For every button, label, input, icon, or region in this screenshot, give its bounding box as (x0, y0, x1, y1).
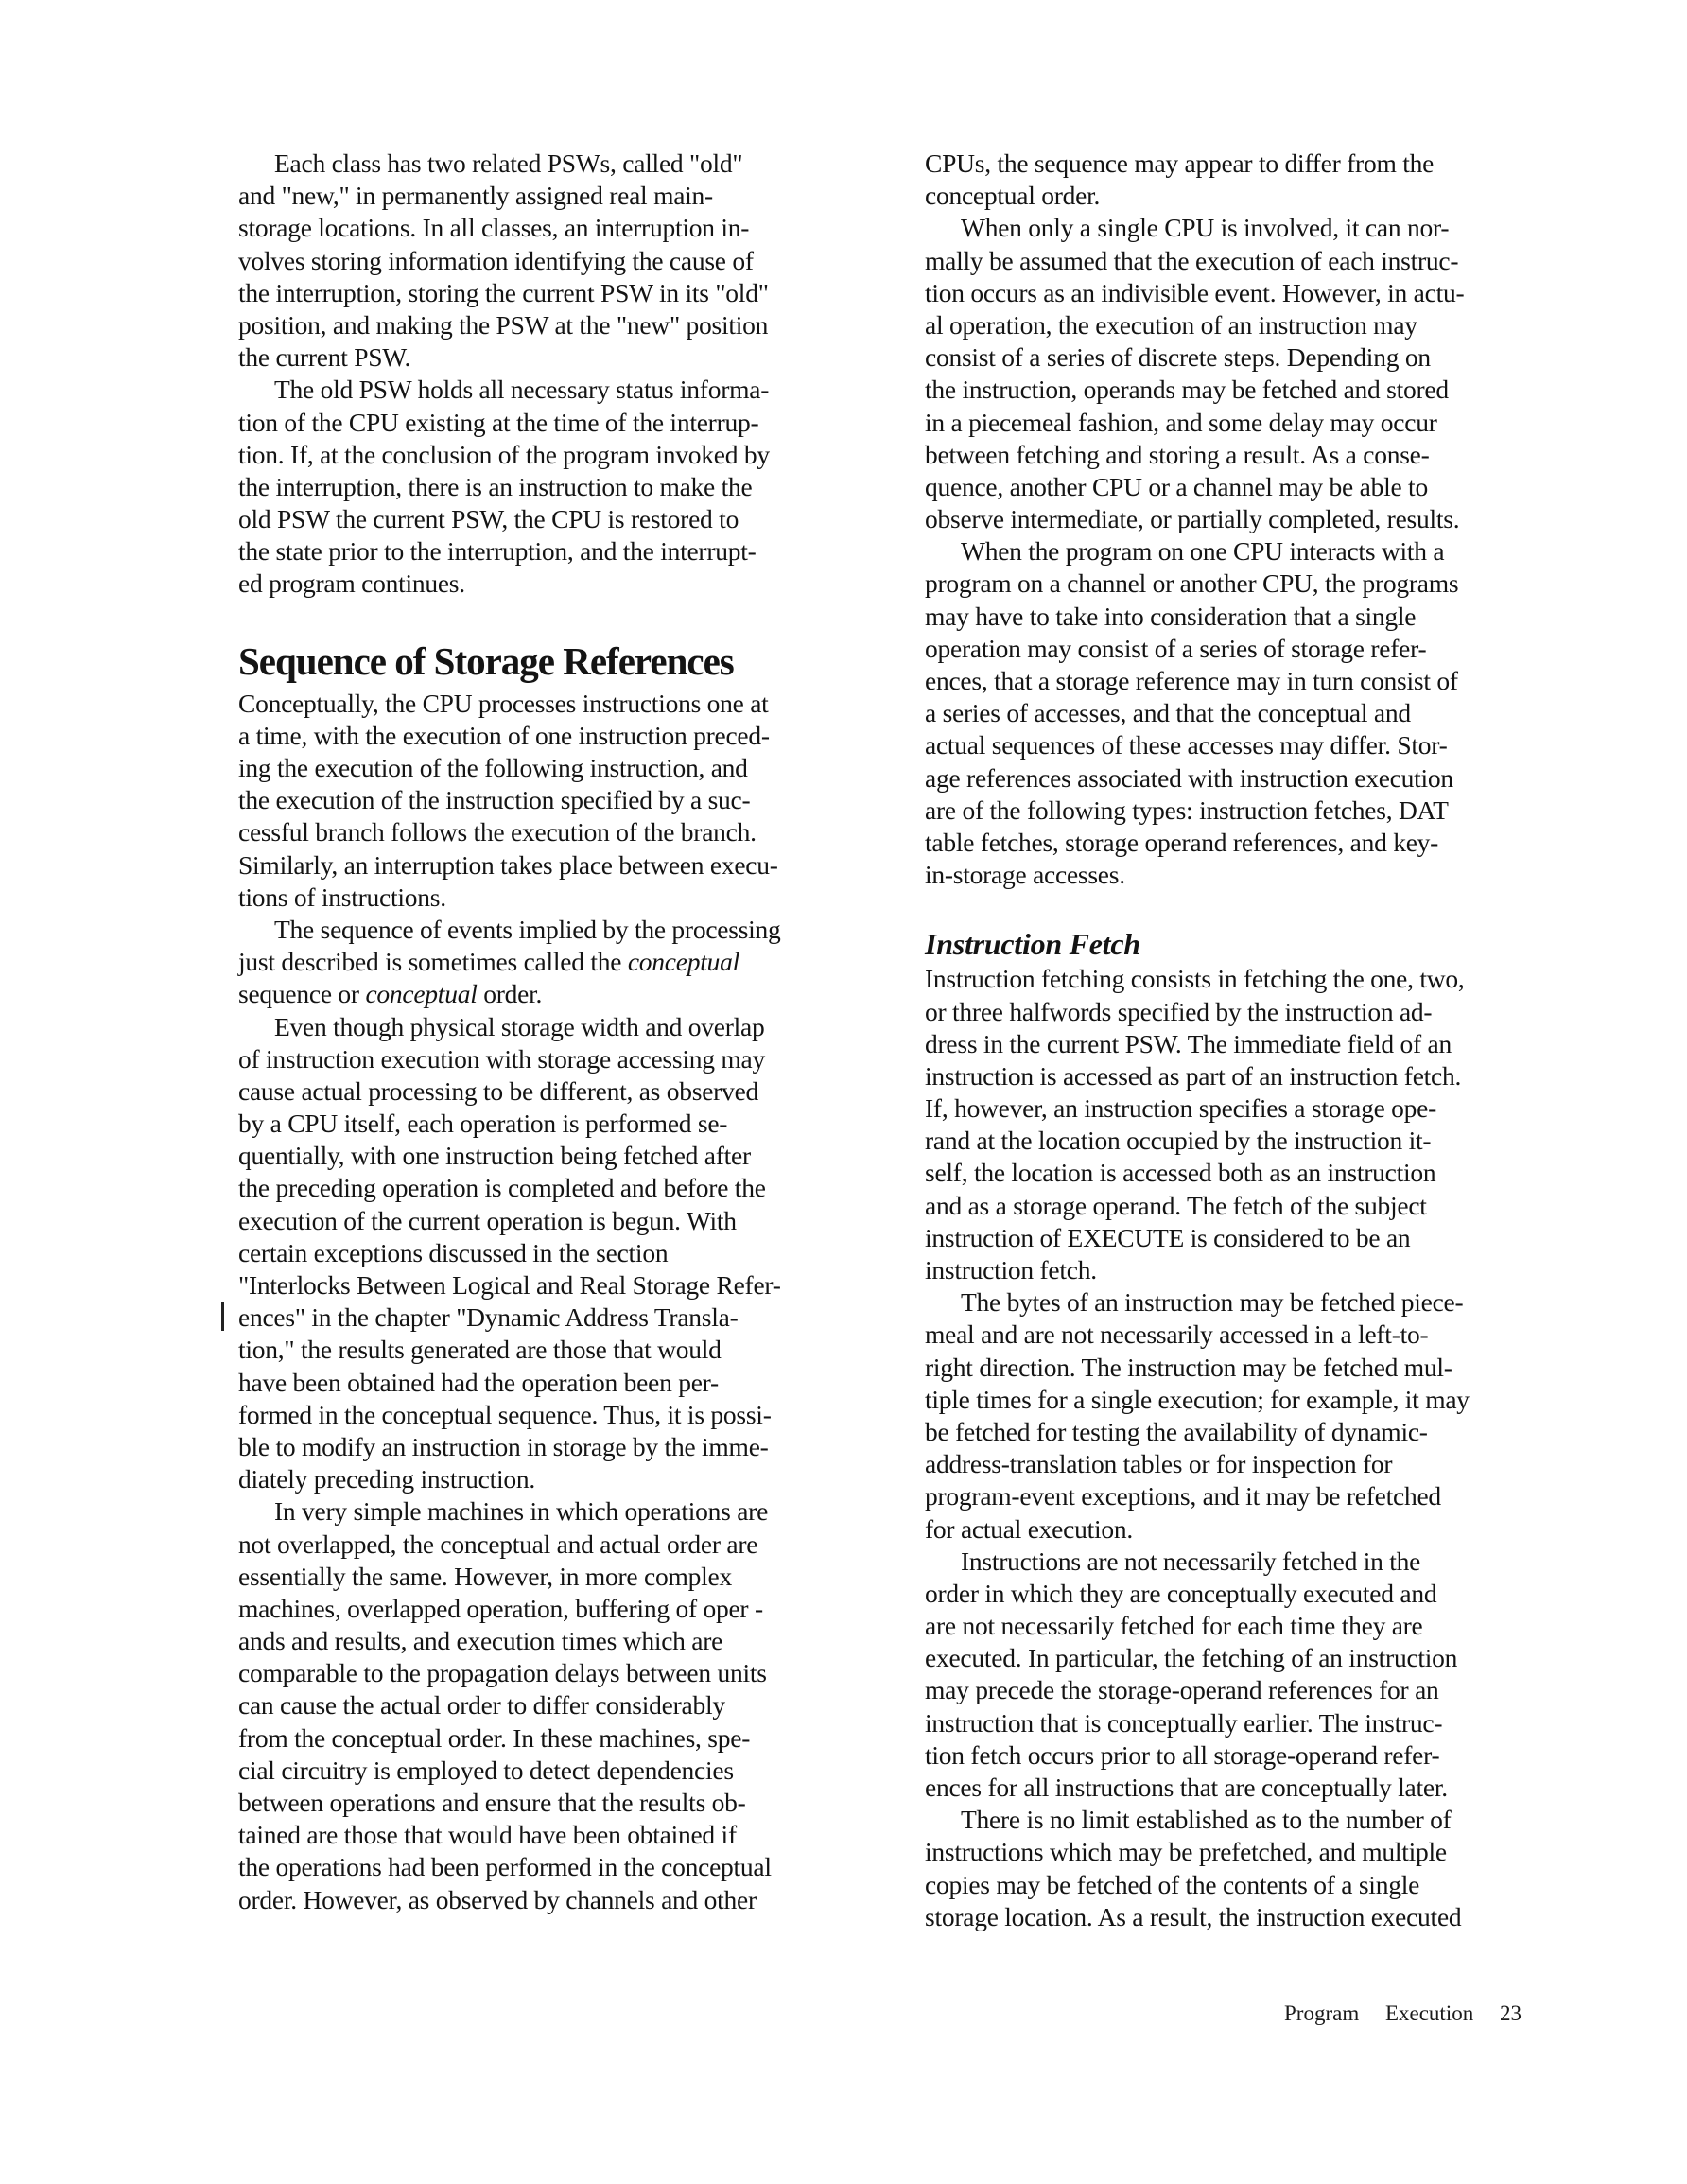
text-line: may have to take into consideration that a single (925, 601, 1417, 631)
text-line: from the conceptual order. In these machines, spe- (238, 1722, 751, 1753)
text-line: ences, that a storage reference may in turn consist of (925, 666, 1458, 695)
text-line: right direction. The instruction may be fetched mul- (925, 1352, 1452, 1382)
text-line: When the program on one CPU interacts with a (961, 536, 1445, 567)
text-line: age references associated with instruction execution (925, 762, 1453, 793)
text-line: Each class has two related PSWs, called "old" (274, 149, 743, 178)
text-line: by a CPU itself, each operation is performed se- (238, 1109, 728, 1139)
text-line: conceptual order. (925, 181, 1101, 211)
emphasized-term: conceptual (365, 979, 478, 1009)
text-line: self, the location is accessed both as an instruction (925, 1158, 1436, 1188)
text-line: tiple times for a single execution; for example, it may (925, 1384, 1470, 1414)
text-line: tion. If, at the conclusion of the program invoked by (238, 439, 770, 469)
emphasized-term: conceptual (627, 947, 739, 977)
text-line: Even though physical storage width and overlap (274, 1011, 765, 1041)
text-line: al operation, the execution of an instruction may (925, 309, 1417, 340)
text-line: quentially, with one instruction being fetched after (238, 1141, 751, 1171)
text-line: the execution of the instruction specified by a suc- (238, 785, 751, 815)
paragraph-program-interacts (925, 535, 1568, 891)
text-run: sequence or (238, 979, 366, 1009)
text-line: instruction is accessed as part of an instruction fetch. (925, 1060, 1462, 1091)
text-line: storage locations. In all classes, an interruption in- (238, 213, 750, 243)
text-line: tion," the results generated are those that would (238, 1335, 722, 1365)
text-line: program on a channel or another CPU, the programs (925, 568, 1459, 599)
text-run: order. (477, 979, 543, 1009)
text-line: operation may consist of a series of storage refer- (925, 633, 1427, 663)
section-heading: Sequence of Storage References (238, 638, 734, 683)
text-line: table fetches, storage operand references, and key- (925, 827, 1439, 857)
text-line: rand at the location occupied by the instruction it- (925, 1126, 1432, 1156)
paragraph-instruction-fetching (925, 963, 1568, 1286)
text-line: cial circuitry is employed to detect dependencies (238, 1755, 734, 1785)
paragraph-conceptually (238, 688, 881, 914)
left-column (238, 148, 881, 1916)
text-line: or three halfwords specified by the instruction ad- (925, 996, 1433, 1026)
text-line: address-translation tables or for inspection for (925, 1449, 1393, 1479)
text-line: ences for all instructions that are conceptually later. (925, 1773, 1448, 1802)
text-line: can cause the actual order to differ considerably (238, 1690, 725, 1721)
text-line: the interruption, there is an instruction to make the (238, 471, 753, 501)
text-line: the current PSW. (238, 342, 411, 373)
text-line: Instructions are not necessarily fetched in the (961, 1546, 1421, 1576)
revision-bar (221, 1302, 224, 1331)
text-line: ed program continues. (238, 568, 465, 599)
text-line: not overlapped, the conceptual and actual order are (238, 1529, 758, 1559)
text-line: There is no limit established as to the number of (961, 1805, 1452, 1835)
text-line: are of the following types: instruction fetches, DAT (925, 795, 1449, 825)
text-line: ences" in the chapter "Dynamic Address Transla- (238, 1302, 739, 1333)
text-line: and "new," in permanently assigned real main- (238, 181, 713, 211)
text-line: of instruction execution with storage accessing may (238, 1043, 765, 1074)
text-line: The old PSW holds all necessary status informa- (274, 375, 770, 405)
text-line: mally be assumed that the execution of each instruc- (925, 245, 1459, 275)
paragraph-physical-storage (238, 1011, 881, 1496)
text-line: copies may be fetched of the contents of a single (925, 1869, 1420, 1899)
text-line: cessful branch follows the execution of the branch. (238, 817, 757, 847)
paragraph-fetch-order (925, 1546, 1568, 1805)
paragraph-psw-classes (238, 148, 881, 374)
text-line: ands and results, and execution times which are (238, 1626, 723, 1656)
text-line: dress in the current PSW. The immediate field of an (925, 1028, 1452, 1058)
paragraph-simple-machines (238, 1495, 881, 1915)
text-line: program-event exceptions, and it may be refetched (925, 1481, 1441, 1511)
subsection-heading: Instruction Fetch (925, 927, 1140, 962)
text-line: machines, overlapped operation, buffering of oper - (238, 1593, 763, 1623)
paragraph-conceptual-sequence (238, 914, 881, 1011)
text-line: actual sequences of these accesses may differ. Stor- (925, 730, 1448, 760)
text-line: The sequence of events implied by the processing (274, 914, 781, 944)
text-line: tion occurs as an indivisible event. However, in actu- (925, 277, 1465, 307)
text-line: and as a storage operand. The fetch of the subject (925, 1190, 1427, 1220)
text-line: formed in the conceptual sequence. Thus, it is possi- (238, 1399, 772, 1429)
paragraph-single-cpu (925, 212, 1568, 535)
page-footer (1284, 2001, 1533, 2026)
paragraph-prefetch-limit (925, 1804, 1568, 1933)
text-line: diately preceding instruction. (238, 1464, 536, 1494)
paragraph-old-psw (238, 374, 881, 600)
text-line: execution of the current operation is begun. With (238, 1205, 737, 1235)
text-line: instructions which may be prefetched, and multiple (925, 1837, 1447, 1867)
text-line: tions of instructions. (238, 882, 446, 912)
text-line: be fetched for testing the availability of dynamic- (925, 1416, 1428, 1446)
text-line: the preceding operation is completed and before the (238, 1173, 766, 1203)
footer-section: Program (1284, 2001, 1360, 2025)
text-line: storage location. As a result, the instruction executed (925, 1901, 1462, 1931)
text-line: volves storing information identifying the cause of (238, 245, 754, 275)
text-line: the interruption, storing the current PSW in its "old" (238, 277, 769, 307)
text-line: In very simple machines in which operations are (274, 1496, 769, 1527)
text-line: have been obtained had the operation been per- (238, 1367, 719, 1397)
text-line: consist of a series of discrete steps. Depending on (925, 342, 1431, 373)
text-line: position, and making the PSW at the "new" position (238, 309, 769, 340)
text-run: just described is sometimes called the (238, 947, 628, 977)
text-line: Similarly, an interruption takes place between execu- (238, 849, 778, 880)
text-line: instruction of EXECUTE is considered to be an (925, 1222, 1411, 1252)
text-line: in a piecemeal fashion, and some delay may occur (925, 407, 1437, 437)
text-line: quence, another CPU or a channel may be able to (925, 471, 1428, 501)
text-line: If, however, an instruction specifies a storage ope- (925, 1093, 1437, 1124)
text-line: observe intermediate, or partially completed, results. (925, 504, 1460, 534)
text-line: ing the execution of the following instruction, and (238, 753, 748, 782)
text-line: the operations had been performed in the conceptual (238, 1852, 772, 1882)
text-line: the instruction, operands may be fetched and stored (925, 375, 1449, 405)
text-line: instruction fetch. (925, 1255, 1097, 1284)
paragraph-cpus-sequence (925, 148, 1568, 212)
text-line: instruction that is conceptually earlier. The instruc- (925, 1707, 1443, 1738)
text-line: cause actual processing to be different, as observed (238, 1075, 759, 1106)
text-line: may precede the storage-operand references for an (925, 1675, 1439, 1705)
text-line (238, 978, 881, 1010)
text-line: for actual execution. (925, 1513, 1133, 1544)
text-line: certain exceptions discussed in the section (238, 1237, 669, 1267)
text-line: a series of accesses, and that the conceptual and (925, 698, 1411, 728)
text-line: the state prior to the interruption, and the interrupt- (238, 536, 757, 567)
text-line: tained are those that would have been obtained if (238, 1820, 737, 1850)
text-line (238, 946, 881, 978)
text-line: meal and are not necessarily accessed in a left-to- (925, 1319, 1429, 1350)
text-line: between operations and ensure that the results ob- (238, 1788, 746, 1817)
text-line: executed. In particular, the fetching of an instruction (925, 1643, 1458, 1673)
text-line: "Interlocks Between Logical and Real Storage Refer- (238, 1270, 781, 1300)
text-line: Conceptually, the CPU processes instructions one at (238, 688, 769, 718)
text-line: When only a single CPU is involved, it can nor- (961, 213, 1450, 243)
right-column (925, 148, 1568, 1933)
page-number: 23 (1499, 2001, 1522, 2025)
text-line: between fetching and storing a result. As a conse- (925, 439, 1430, 469)
text-line: old PSW the current PSW, the CPU is restored to (238, 504, 739, 534)
text-line: tion of the CPU existing at the time of the interrup- (238, 407, 759, 437)
text-line: order. However, as observed by channels and other (238, 1884, 757, 1914)
paragraph-bytes-fetched (925, 1286, 1568, 1546)
text-line: a time, with the execution of one instruction preced- (238, 720, 770, 750)
text-line: The bytes of an instruction may be fetched piece- (961, 1287, 1464, 1318)
footer-chapter: Execution (1384, 2001, 1474, 2025)
text-line: essentially the same. However, in more complex (238, 1561, 732, 1591)
text-line: in-storage accesses. (925, 860, 1125, 890)
text-line: Instruction fetching consists in fetching the one, two, (925, 964, 1465, 994)
text-line: tion fetch occurs prior to all storage-operand refer- (925, 1739, 1440, 1770)
text-line: order in which they are conceptually executed and (925, 1578, 1437, 1608)
text-line: ble to modify an instruction in storage by the imme- (238, 1431, 769, 1461)
text-line: are not necessarily fetched for each time they are (925, 1611, 1423, 1641)
text-line: CPUs, the sequence may appear to differ from the (925, 149, 1435, 178)
text-line: comparable to the propagation delays between units (238, 1658, 767, 1688)
